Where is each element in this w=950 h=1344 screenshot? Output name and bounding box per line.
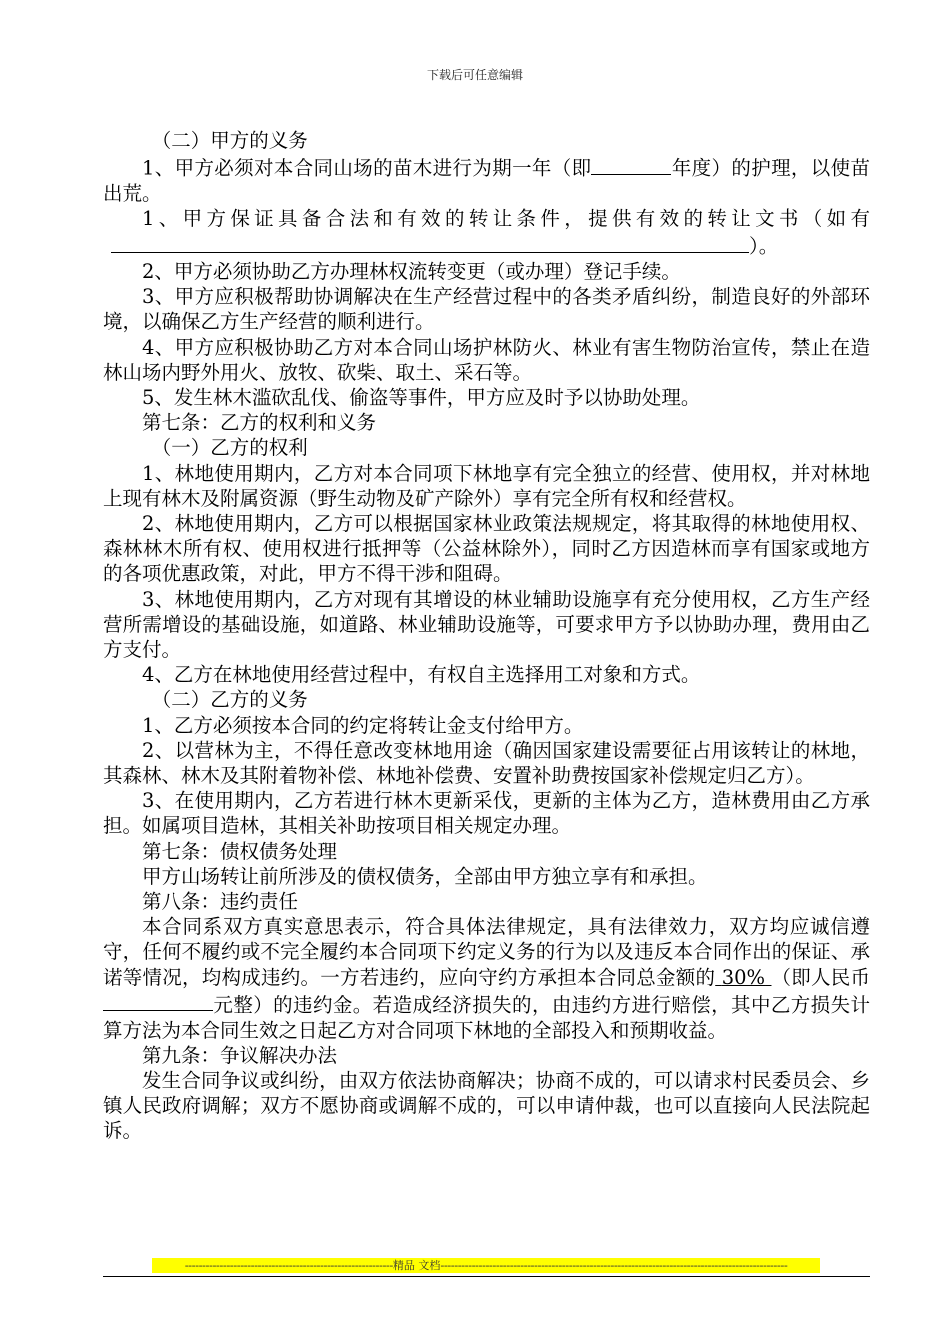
document-body	[103, 128, 870, 1144]
paragraph-breach: 本合同系双方真实意思表示，符合具体法律规定，具有法律效力，双方均应诚信遵守，任何不履约或不完全履约本合同项下约定义务的行为以及违反本合同作出的保证、承诺等情况，均构成违约。一方若违约，应向守约方承担本合同总金额的 30% （即人民币元整）的违约金。若造成经济损失的，由违约方进行赔偿，其中乙方损失计算方法为本合同生效之日起乙方对合同项下林地的全部投入和预期收益。	[103, 915, 870, 1042]
paragraph-a-1b: 1、甲方保证具备合法和有效的转让条件，提供有效的转让文书（如有）。	[103, 206, 870, 259]
paragraph-a-5: 5、发生林木滥砍乱伐、偷盗等事件，甲方应及时予以协助处理。	[142, 385, 701, 409]
section-heading-party-b-rights: （一）乙方的权利	[151, 436, 308, 460]
paragraph-dispute: 发生合同争议或纠纷，由双方依法协商解决；协商不成的，可以请求村民委员会、乡镇人民政府调解；双方不愿协商或调解不成的，可以申请仲裁，也可以直接向人民法院起诉。	[103, 1068, 870, 1143]
article-9-heading: 第九条：争议解决办法	[142, 1043, 338, 1067]
section-heading-party-b-duties: （二）乙方的义务	[151, 688, 308, 712]
paragraph-b-4: 4、乙方在林地使用经营过程中，有权自主选择用工对象和方式。	[142, 663, 701, 687]
paragraph-a-4: 4、甲方应积极协助乙方对本合同山场护林防火、林业有害生物防治宣传，禁止在造林山场内野外用火、放牧、砍柴、取土、采石等。	[103, 335, 870, 384]
article-debt-heading: 第七条：债权债务处理	[142, 839, 338, 863]
year-blank	[591, 153, 671, 174]
document-blank	[111, 231, 749, 252]
footer-label: 精品 文档	[392, 1259, 441, 1272]
paragraph-a-2: 2、甲方必须协助乙方办理林权流转变更（或办理）登记手续。	[142, 259, 681, 283]
paragraph-b-3: 3、林地使用期内，乙方对现有其增设的林业辅助设施享有充分使用权，乙方生产经营所需增设的基础设施，如道路、林业辅助设施等，可要求甲方予以协助办理，费用由乙方支付。	[103, 587, 870, 661]
paragraph-a-3: 3、甲方应积极帮助协调解决在生产经营过程中的各类矛盾纠纷，制造良好的外部环境，以确保乙方生产经营的顺利进行。	[103, 285, 870, 334]
page-header: 下载后可任意编辑	[426, 68, 523, 82]
paragraph-b-2: 2、林地使用期内，乙方可以根据国家林业政策法规规定，将其取得的林地使用权、森林林木所有权、使用权进行抵押等（公益林除外），同时乙方因造林而享有国家或地方的各项优惠政策，对此，甲方不得干涉和阻碍。	[103, 511, 870, 586]
footer-rule	[103, 1276, 870, 1277]
amount-blank	[103, 990, 213, 1011]
paragraph-bd-1: 1、乙方必须按本合同的约定将转让金支付给甲方。	[142, 713, 584, 737]
article-8-heading: 第八条：违约责任	[142, 890, 299, 914]
paragraph-bd-3: 3、在使用期内，乙方若进行林木更新采伐，更新的主体为乙方，造林费用由乙方承担。如属项目造林，其相关补助按项目相关规定办理。	[103, 789, 870, 838]
paragraph-a-1: 1、甲方必须对本合同山场的苗木进行为期一年（即 年度）的护理，以使苗出荒。	[103, 153, 870, 206]
paragraph-bd-2: 2、以营林为主，不得任意改变林地用途（确因国家建设需要征占用该转让的林地，其森林、林木及其附着物补偿、林地补偿费、安置补助费按国家补偿规定归乙方）。	[103, 738, 870, 788]
article-7-heading: 第七条：乙方的权利和义务	[142, 411, 377, 435]
paragraph-b-1: 1、林地使用期内，乙方对本合同项下林地享有完全独立的经营、使用权，并对林地上现有林木及附属资源（野生动物及矿产除外）享有完全所有权和经营权。	[103, 461, 870, 510]
section-heading-party-a-duties: （二）甲方的义务	[151, 129, 308, 152]
footer-watermark-band: ------------------------------------------------------------精品 文档----------------------------------------------------------------------------------------------------	[152, 1258, 820, 1273]
penalty-percent: 30%	[721, 965, 766, 989]
paragraph-debt: 甲方山场转让前所涉及的债权债务，全部由甲方独立享有和承担。	[142, 864, 708, 888]
